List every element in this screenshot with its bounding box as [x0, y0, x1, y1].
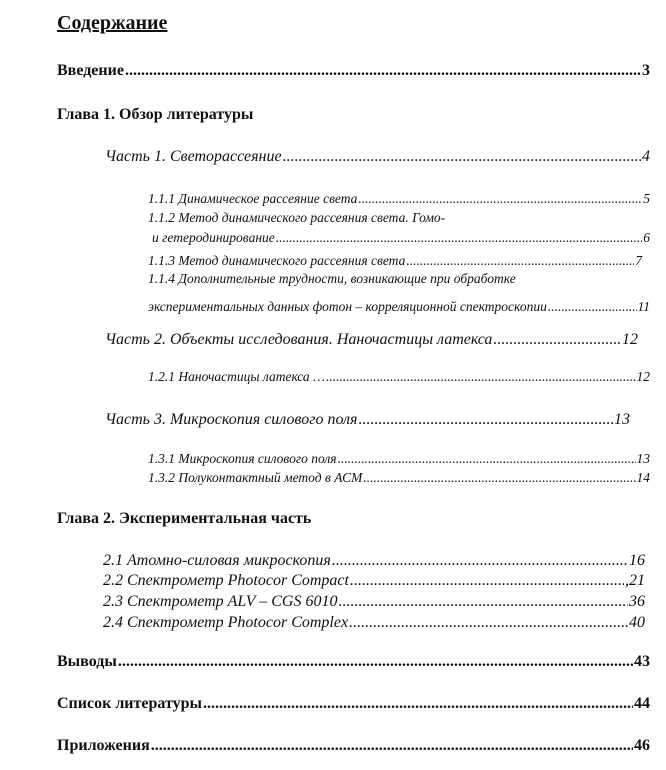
entry-page: 4	[642, 148, 650, 165]
entry-page: 12	[636, 369, 650, 384]
dot-leader	[203, 695, 633, 713]
entry-page: 12	[622, 331, 638, 348]
entry-page: 11	[637, 299, 650, 314]
entry-text: 2.2 Спектрометр Photocor Compact	[103, 572, 349, 589]
entry-text: Введение	[57, 62, 124, 79]
entry-text: Часть 1. Светорассеяние	[105, 148, 282, 165]
dot-leader	[332, 552, 628, 570]
entry-text: 2.3 Спектрометр ALV – CGS 6010	[103, 593, 338, 610]
toc-entry	[152, 230, 650, 246]
page-title: Содержание	[57, 12, 168, 34]
dot-leader	[493, 331, 621, 349]
entry-text: 1.2.1 Наночастицы латекса …	[148, 369, 326, 384]
entry-page: 36	[629, 593, 645, 610]
entry-page: 13	[614, 411, 630, 428]
toc-entry	[103, 614, 645, 632]
entry-page: 5	[643, 191, 650, 206]
toc-entry	[148, 369, 650, 385]
dot-leader	[358, 411, 613, 429]
dot-leader	[338, 451, 636, 467]
toc-entry	[57, 737, 650, 755]
toc-entry	[148, 299, 650, 315]
chapter-heading: Глава 2. Экспериментальная часть	[57, 510, 312, 527]
entry-text: 1.3.1 Микроскопия силового поля	[148, 451, 337, 466]
entry-page: 13	[636, 451, 650, 466]
toc-entry	[103, 593, 645, 611]
dot-leader	[118, 653, 633, 671]
entry-page: 6	[643, 230, 650, 245]
entry-page: 14	[636, 470, 650, 485]
dot-leader	[349, 614, 628, 632]
dot-leader	[326, 369, 635, 385]
entry-text: Приложения	[57, 737, 150, 754]
entry-text: 2.4 Спектрометр Photocor Complex	[103, 614, 349, 631]
entry-text: 1.3.2 Полуконтактный метод в АСМ	[148, 470, 363, 485]
entry-text: Часть 2. Объекты исследования. Наночастицы латекса	[105, 331, 493, 348]
toc-entry	[148, 253, 642, 269]
entry-text: Список литературы	[57, 695, 202, 712]
entry-page: 46	[634, 737, 650, 754]
dot-leader	[125, 62, 641, 80]
dot-leader	[363, 470, 635, 486]
toc-entry	[105, 331, 638, 349]
entry-text: экспериментальных данных фотон – корреляционной спектроскопии	[148, 299, 547, 314]
dot-leader	[338, 593, 628, 611]
toc-entry	[57, 653, 650, 671]
entry-page: 40	[629, 614, 645, 631]
entry-page: ,21	[625, 572, 645, 589]
entry-text: и гетеродинирование	[152, 230, 275, 245]
dot-leader	[151, 737, 633, 755]
dot-leader	[358, 191, 642, 207]
dot-leader	[406, 253, 634, 269]
toc-entry	[103, 552, 645, 570]
entry-page: 7	[635, 253, 642, 268]
toc-entry	[57, 62, 650, 80]
toc-entry	[148, 451, 650, 467]
entry-text: 1.1.1 Динамическое рассеяние света	[148, 191, 358, 206]
chapter-heading: Глава 1. Обзор литературы	[57, 106, 254, 123]
toc-entry	[57, 695, 650, 713]
dot-leader	[548, 299, 637, 315]
toc-entry	[105, 411, 630, 429]
entry-text: 1.1.2 Метод динамического рассеяния света. Гомо-	[148, 210, 446, 225]
entry-page: 16	[629, 552, 645, 569]
dot-leader	[283, 148, 641, 166]
toc-entry	[148, 470, 650, 486]
dot-leader	[276, 230, 642, 246]
entry-text: 2.1 Атомно-силовая микроскопия	[103, 552, 331, 569]
entry-text: 1.1.4 Дополнительные трудности, возникающие при обработке	[148, 271, 516, 286]
entry-page: 44	[634, 695, 650, 712]
toc-entry	[105, 148, 650, 166]
entry-page: 43	[634, 653, 650, 670]
entry-text: Часть 3. Микроскопия силового поля	[105, 411, 358, 428]
dot-leader	[350, 572, 624, 590]
toc-entry	[148, 191, 650, 207]
entry-text: Выводы	[57, 653, 117, 670]
entry-text: 1.1.3 Метод динамического рассеяния света	[148, 253, 406, 268]
toc-entry	[103, 572, 645, 590]
entry-page: 3	[642, 62, 650, 79]
